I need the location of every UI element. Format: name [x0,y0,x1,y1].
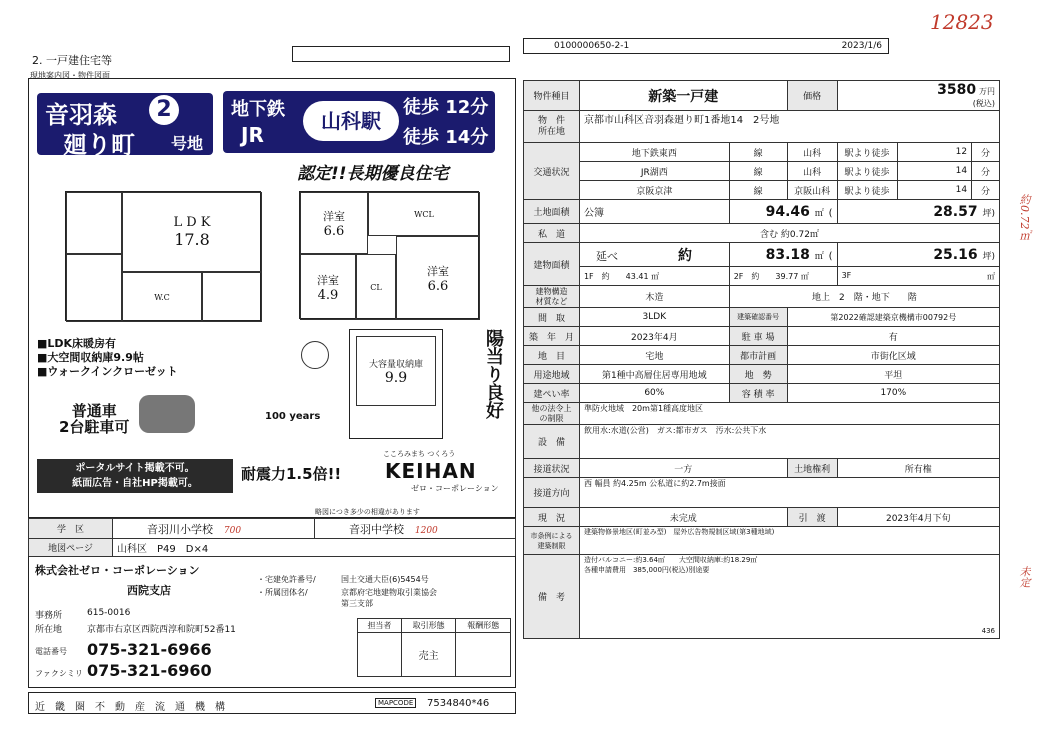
doc-number: 0100000650-2-1 [554,41,630,51]
road-access-label: 接道状況 [524,459,580,478]
stamp-table [357,618,511,677]
private-road-label: 私 道 [524,224,580,243]
school-table [28,518,516,557]
association-name: 京都府宅地建物取引業協会 [341,588,437,597]
tel-label: 電話番号 [35,647,67,656]
floor-2-area: 2F 約 39.77 ㎡ [729,267,837,286]
company-panel [28,556,516,688]
floor-plan-2f [299,191,479,319]
road-access-value: 一方 [579,459,787,478]
access-badge [223,91,495,153]
doc-date: 2023/1/6 [841,41,882,51]
listing-notice: ポータルサイト掲載不可。 紙面広告・自社HP掲載可。 [37,459,233,493]
price-tax: (税込) [972,99,995,108]
zone-value: 第1種中高層住居専用地域 [579,365,729,384]
type-value: 新築一戸建 [579,81,787,111]
land-category-value: 宅地 [579,346,729,365]
land-area-label: 土地面積 [524,200,580,224]
ordinance-label: 市条例による 建築制限 [524,527,580,555]
footer-bar [28,692,516,714]
floor-1-area: 1F 約 43.41 ㎡ [579,267,729,286]
address-label: 所在地 [35,625,63,635]
school-junior: 音羽中学校 1200 [315,519,516,539]
fax-number: 075-321-6960 [87,661,212,680]
location-label: 物 件 所在地 [524,111,580,143]
built-value: 2023年4月 [579,327,729,346]
building-area-m2: 83.18 ㎡ ( [729,243,837,267]
status-label: 現 況 [524,508,580,527]
price-value: 3580 [937,82,977,98]
city-plan-value: 市街化区域 [787,346,999,365]
transport-minutes: 14 [897,162,972,181]
zone-label: 用途地域 [524,365,580,384]
city-plan-label: 都市計画 [729,346,787,365]
land-area-kind: 公簿 [579,200,729,224]
transport-minutes: 12 [897,143,972,162]
plan-room-wc: W.C [122,272,202,322]
header-box-left [292,46,510,62]
terrain-label: 地 勢 [729,365,787,384]
quake-resistance: 耐震力1.5倍!! [241,465,342,483]
plan-room-storage: 大容量収納庫 9.9 [356,336,436,406]
plan-room-bath [66,254,122,322]
mapcode-value: 7534840*46 [427,698,490,709]
parking-value: 有 [787,327,999,346]
coverage-label: 建ぺい率 [524,384,580,403]
walk-time-1: 徒歩 12分 [403,97,489,118]
delivery-value: 2023年4月下旬 [837,508,999,527]
left-caption: 現地案内図・物件図面 [30,71,110,80]
map-page-label: 地図ページ [29,539,113,557]
section-title: 2. 一戸建住宅等 [32,54,112,67]
status-value: 未完成 [579,508,787,527]
handwritten-note-road: 約0.72㎡ [1018,194,1031,241]
company-branch: 西院支店 [127,584,171,597]
stamp-header: 取引形態 [401,619,456,633]
road-direction-value: 西 幅員 約4.25m 公私道に約2.7m接面 [579,478,999,508]
office-address: 京都市右京区西院西淳和院町52番11 [87,625,236,635]
plan-room-western-1: 洋室 6.6 [300,192,368,254]
facility-value: 飲用水:水道(公営) ガス:都市ガス 汚水:公共下水 [579,425,999,459]
association-label: ・所属団体名/ [257,588,308,597]
school-elementary: 音羽川小学校 700 [113,519,315,539]
road-direction-label: 接道方向 [524,478,580,508]
lot-number: 2 [149,95,179,125]
spec-table: 物件種目 新築一戸建 価格 3580 万円 (税込) 物 件 所在地 京都市山科区音羽森廻り町1番地14 2号地 交通状況 地下鉄東西 線 山科 駅より徒歩 12 分 JR湖西 線 山科 駅より徒歩 14 分 京阪京津 線 京阪山科 駅より徒歩 14 分 土地面積 公簿 94.46 ㎡ ( 28.57 坪) 私 道 含む 約0.72㎡ 建物面積 延べ 約 83.18 ㎡ ( 25.16 坪) 1F 約 43.41 ㎡ 2F 約 39.77 ㎡ 3F ㎡ 建物構造 材質など 木造 地上 2 階・地下 階 間 取 3LDK 建築確認番号 第2022確認建築京機構市00792号 築 年 月 2023年4月 駐 車 場 有 地 目 宅地 都市計画 市街化区域 用途地域 第1種中高層住居専用地域 地 勢 平坦 建ぺい率 60% 容 積 率 170% 他の法令上 の制限 準防火地域 20m第1種高度地区 設 備 飲用水:水道(公営) ガス:都市ガス 汚水:公共下水 接道状況 一方 土地権利 所有権 接道方向 西 幅員 約4.25m 公私道に約2.7m接面 現 況 未完成 引 渡 2023年4月下旬 市条例による 建築制限 建築物修景地区(町並み型) 屋外広告物規制区域(第3種地域) 備 考 造付バルコニー:約3.64㎡ 大空間収納庫:約18.29㎡ 各種申請費用 385,000円(税込)別途要 436 [523,80,1000,639]
access-subway: 地下鉄 [231,99,285,120]
building-area-tsubo: 25.16 坪) [837,243,999,267]
land-right-label: 土地権利 [787,459,837,478]
property-name-badge [37,93,213,159]
plan-room-western-3: 洋室 6.6 [396,236,480,320]
delivery-label: 引 渡 [787,508,837,527]
land-category-label: 地 目 [524,346,580,365]
access-jr: JR [241,123,264,147]
land-area-tsubo: 28.57 坪) [837,200,999,224]
transport-minutes: 14 [897,181,972,200]
facility-label: 設 備 [524,425,580,459]
certified-headline: 認定!!長期優良住宅 [297,164,449,184]
feature-list [37,337,178,379]
building-total-label: 延べ 約 [579,243,729,267]
walk-time-2: 徒歩 14分 [403,127,489,148]
sunny-label: 陽当り良好 [483,329,504,419]
type-label: 物件種目 [524,81,580,111]
price-label: 価格 [787,81,837,111]
keihan-logo: KEIHAN [385,459,477,483]
land-right-value: 所有権 [837,459,999,478]
mapcode-label: MAPCODE [375,698,416,708]
plan-room-cl: CL [356,254,396,320]
price-unit: 万円 [979,87,995,96]
transport-station: 京阪山科 [787,181,837,200]
building-area-label: 建物面積 [524,243,580,286]
property-name-line1: 音羽森 [45,101,117,129]
far-value: 170% [787,384,999,403]
layout-value: 3LDK [579,308,729,327]
flyer-panel [28,78,516,518]
transport-line: 京阪京津 [579,181,729,200]
transport-label: 交通状況 [524,143,580,200]
coverage-value: 60% [579,384,729,403]
company-name: 株式会社ゼロ・コーポレーション [35,564,200,577]
sketch-note: 略図につき多少の相違があります [315,508,420,516]
feature-item: ■大空間収納庫9.9帖 [37,351,144,364]
office-zip: 615-0016 [87,608,131,618]
plan-room-entrance [202,272,262,322]
fax-label: ファクシミリ [35,669,83,678]
floor-3-area: 3F ㎡ [837,267,999,286]
floor-plan-1f [65,191,261,321]
footer-org: 近 畿 圏 不 動 産 流 通 機 構 [35,702,225,713]
plan-room-stairs [66,192,122,254]
layout-label: 間 取 [524,308,580,327]
page-number: 436 [981,627,995,635]
logo-kana: こころみまち つくろう [383,450,456,458]
laws-value: 準防火地域 20m第1種高度地区 [579,403,999,425]
compass-icon [301,341,329,369]
plan-room-ldk: L D K 17.8 [122,192,262,272]
laws-label: 他の法令上 の制限 [524,403,580,425]
logo-subtitle: ゼロ・コーポレーション [411,484,499,493]
school-label: 学 区 [29,519,113,539]
property-name-line2: 廻り町 [63,131,135,159]
land-area-m2: 94.46 ㎡ ( [729,200,837,224]
ordinance-value: 建築物修景地区(町並み型) 屋外広告物規制区域(第3種地域) [579,527,999,555]
stamp-transaction-type: 売主 [401,633,456,677]
office-label: 事務所 [35,611,63,621]
price-cell [837,81,999,111]
license-number: 国土交通大臣(6)5454号 [341,575,429,584]
floors-value: 地上 2 階・地下 階 [729,286,999,308]
remarks-value: 造付バルコニー:約3.64㎡ 大空間収納庫:約18.29㎡ 各種申請費用 385,000円(税込)別途要 436 [579,555,999,639]
structure-value: 木造 [579,286,729,308]
built-label: 築 年 月 [524,327,580,346]
far-label: 容 積 率 [729,384,787,403]
handwritten-note-delivery: 未定 [1018,566,1031,588]
header-box-right [523,38,889,54]
feature-item: ■ウォークインクローゼット [37,365,178,378]
car-icon [139,395,195,433]
remarks-label: 備 考 [524,555,580,639]
feature-item: ■LDK床暖房有 [37,337,117,350]
stamp-header: 報酬形態 [456,619,511,633]
structure-label: 建物構造 材質など [524,286,580,308]
private-road-value: 含む 約0.72㎡ [579,224,999,243]
transport-line: 地下鉄東西 [579,143,729,162]
parking-label: 普通車 2台駐車可 [59,402,130,436]
transport-station: 山科 [787,162,837,181]
station-name: 山科駅 [303,101,399,141]
corner-handwritten-number: 12823 [930,10,994,34]
transport-line: JR湖西 [579,162,729,181]
association-branch: 第三支部 [341,599,373,608]
lot-suffix: 号地 [171,134,204,153]
license-label: ・宅建免許番号/ [257,575,316,584]
location-value: 京都市山科区音羽森廻り町1番地14 2号地 [579,111,999,143]
stamp-header: 担当者 [358,619,402,633]
100-years-logo: 100 years [265,411,321,422]
plan-room-wcl: WCL [368,192,480,236]
parking-label: 駐 車 場 [729,327,787,346]
cert-label: 建築確認番号 [729,308,787,327]
plan-room-western-2: 洋室 4.9 [300,254,356,320]
transport-station: 山科 [787,143,837,162]
tel-number: 075-321-6966 [87,640,212,659]
terrain-value: 平坦 [787,365,999,384]
map-page-value: 山科区 P49 D×4 [113,539,516,557]
floor-plan-storage [349,329,443,439]
cert-value: 第2022確認建築京機構市00792号 [787,308,999,327]
